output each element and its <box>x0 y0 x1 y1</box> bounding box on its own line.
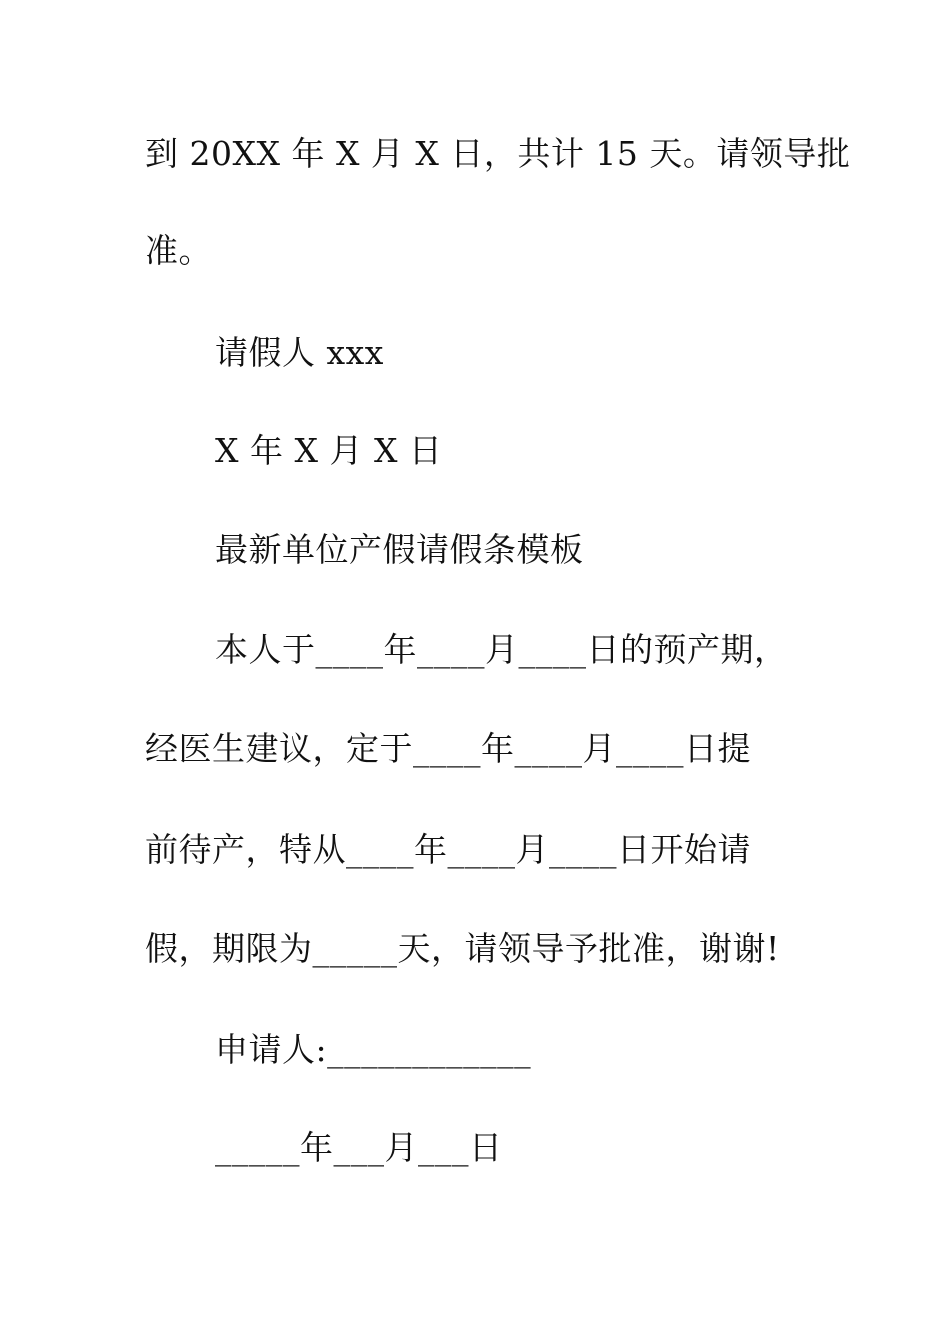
template-line-1: 本人于____年____月____日的预产期， <box>215 630 788 669</box>
template-title: 最新单位产假请假条模板 <box>215 530 584 569</box>
template-line-3: 前待产，特从____年____月____日开始请 <box>145 830 751 869</box>
template-line-4: 假，期限为_____天，请领导予批准，谢谢! <box>145 929 780 968</box>
signature-date-line: _____年___月___日 <box>215 1128 503 1167</box>
applicant-line: 请假人 xxx <box>215 333 384 372</box>
date-line: X 年 X 月 X 日 <box>215 431 443 470</box>
paragraph-line-2: 准。 <box>145 231 212 270</box>
signature-line: 申请人:____________ <box>215 1030 532 1069</box>
template-line-2: 经医生建议，定于____年____月____日提 <box>145 729 751 768</box>
paragraph-line-1: 到 20XX 年 X 月 X 日，共计 15 天。请领导批 <box>145 134 851 173</box>
